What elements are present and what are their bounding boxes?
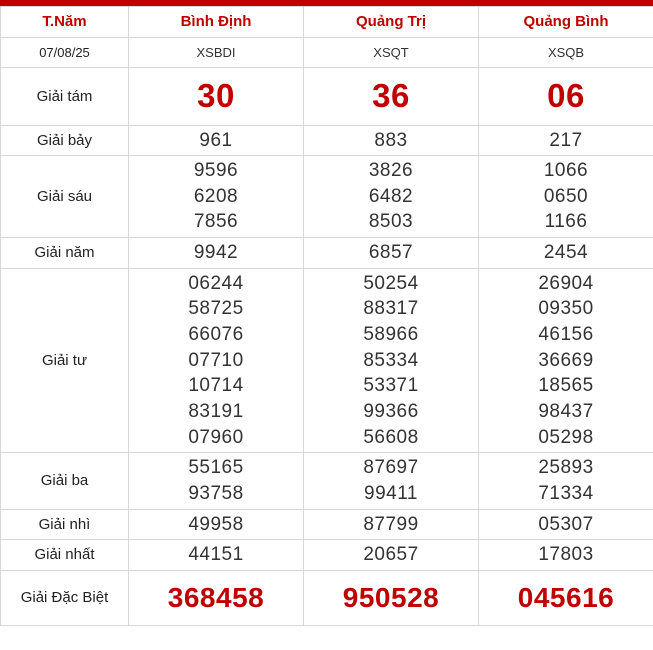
number-list [306,240,476,266]
number-list [306,579,476,617]
number-list [131,579,301,617]
prize-numbers-cell [129,509,304,540]
prize-numbers-cell [129,268,304,452]
number-list [131,74,301,119]
lottery-number: 20657 [363,544,419,566]
number-list [481,512,651,538]
province-code-0: XSBDI [129,38,304,68]
lottery-number: 368458 [167,581,265,613]
lottery-number: 71334 [538,482,594,504]
lottery-results-table [0,6,653,626]
lottery-number: 9942 [193,242,239,264]
lottery-number: 98437 [538,400,594,422]
province-code-2: XSQB [479,38,653,68]
prize-label: Giải tám [1,68,129,126]
prize-numbers-cell [479,125,653,156]
prize-numbers-cell [129,156,304,238]
prize-numbers-cell [304,453,479,509]
number-list [481,74,651,119]
prize-numbers-cell [304,68,479,126]
draw-date: 07/08/25 [1,38,129,68]
prize-label: Giải Đặc Biệt [1,570,129,625]
lottery-number: 87697 [363,457,419,479]
prize-label: Giải nhì [1,509,129,540]
prize-numbers-cell [129,238,304,269]
lottery-number: 50254 [363,272,419,294]
lottery-number: 6857 [368,242,414,264]
lottery-number: 1166 [544,211,588,233]
prize-numbers-cell [479,238,653,269]
prize-label: Giải bảy [1,125,129,156]
prize-numbers-cell [479,268,653,452]
number-list [481,240,651,266]
prize-label: Giải tư [1,268,129,452]
prize-numbers-cell [129,570,304,625]
number-list [131,542,301,568]
lottery-number: 87799 [363,513,419,535]
header-province-2: Quảng Bình [479,7,653,38]
prize-numbers-cell [304,509,479,540]
lottery-number: 9596 [193,160,239,182]
table-row [1,156,653,238]
province-code-1: XSQT [304,38,479,68]
lottery-number: 58725 [188,298,244,320]
number-list [306,74,476,119]
table-row [1,570,653,625]
lottery-number: 99366 [363,400,419,422]
lottery-number: 30 [197,77,235,114]
table-row [1,125,653,156]
number-list [131,512,301,538]
prize-numbers-cell [479,68,653,126]
prize-numbers-cell [479,570,653,625]
lottery-number: 26904 [538,272,594,294]
table-row [1,238,653,269]
prize-numbers-cell [129,453,304,509]
lottery-number: 36 [372,77,410,114]
lottery-number: 6482 [368,185,414,207]
lottery-number: 83191 [188,400,244,422]
prize-numbers-cell [129,68,304,126]
lottery-number: 883 [374,129,408,151]
number-list [306,542,476,568]
lottery-number: 99411 [364,482,418,504]
number-list [306,271,476,450]
number-list [306,455,476,506]
prize-numbers-cell [304,540,479,571]
lottery-number: 0650 [543,185,589,207]
lottery-number: 18565 [538,375,594,397]
lottery-number: 58966 [363,324,419,346]
prize-numbers-cell [479,540,653,571]
number-list [131,240,301,266]
header-province-0: Bình Định [129,7,304,38]
lottery-number: 05298 [538,426,594,448]
prize-numbers-cell [479,156,653,238]
lottery-number: 950528 [342,581,440,613]
prize-numbers-cell [304,125,479,156]
lottery-number: 49958 [188,513,244,535]
lottery-number: 25893 [538,457,594,479]
table-row [1,268,653,452]
number-list [306,158,476,235]
number-list [481,128,651,154]
lottery-number: 1066 [543,160,589,182]
table-row [1,540,653,571]
header-row [1,7,653,38]
table-row [1,68,653,126]
prize-numbers-cell [304,238,479,269]
table-row [1,509,653,540]
lottery-number: 56608 [363,426,419,448]
number-list [481,579,651,617]
lottery-number: 6208 [193,185,239,207]
lottery-number: 05307 [538,513,594,535]
header-province-1: Quảng Trị [304,7,479,38]
lottery-number: 66076 [188,324,244,346]
lottery-number: 217 [549,129,583,151]
lottery-number: 7856 [193,211,239,233]
prize-numbers-cell [129,540,304,571]
number-list [481,542,651,568]
prize-label: Giải nhất [1,540,129,571]
number-list [481,455,651,506]
lottery-number: 045616 [517,581,615,613]
lottery-number: 53371 [363,375,419,397]
lottery-number: 07960 [188,426,244,448]
prize-label: Giải năm [1,238,129,269]
prize-numbers-cell [304,156,479,238]
table-row [1,453,653,509]
lottery-number: 8503 [368,211,414,233]
number-list [131,158,301,235]
table-body [1,38,653,626]
lottery-number: 88317 [363,298,419,320]
lottery-number: 85334 [363,349,419,371]
lottery-number: 44151 [188,544,244,566]
number-list [481,158,651,235]
lottery-number: 07710 [188,349,244,371]
prize-label: Giải sáu [1,156,129,238]
number-list [131,128,301,154]
table-header [1,7,653,38]
number-list [131,271,301,450]
lottery-number: 3826 [368,160,414,182]
prize-label: Giải ba [1,453,129,509]
lottery-number: 09350 [538,298,594,320]
prize-numbers-cell [304,268,479,452]
prize-numbers-cell [129,125,304,156]
lottery-number: 55165 [188,457,244,479]
lottery-number: 36669 [538,349,594,371]
prize-numbers-cell [304,570,479,625]
lottery-number: 10714 [188,375,244,397]
number-list [306,128,476,154]
header-day-label: T.Năm [1,7,129,38]
lottery-number: 93758 [188,482,244,504]
prize-numbers-cell [479,509,653,540]
lottery-number: 46156 [538,324,594,346]
number-list [481,271,651,450]
prize-numbers-cell [479,453,653,509]
lottery-number: 06 [547,77,585,114]
lottery-number: 961 [199,129,233,151]
number-list [131,455,301,506]
lottery-number: 17803 [538,544,594,566]
lottery-number: 06244 [188,272,244,294]
lottery-number: 2454 [543,242,589,264]
subheader-row [1,38,653,68]
number-list [306,512,476,538]
